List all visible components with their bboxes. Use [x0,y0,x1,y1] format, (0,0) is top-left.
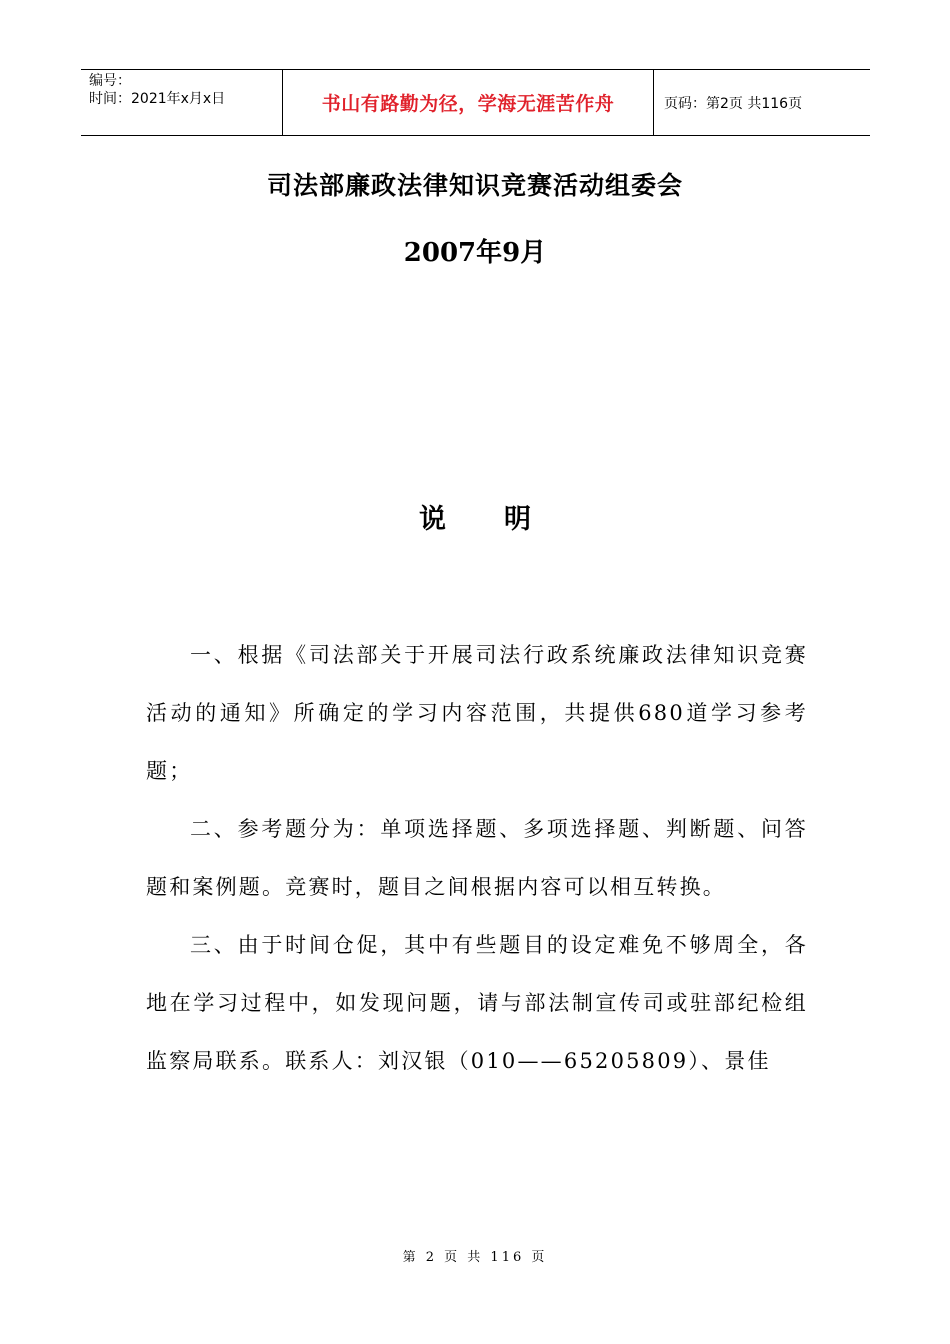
paragraph-3: 三、由于时间仓促，其中有些题目的设定难免不够周全，各地在学习过程中，如发现问题，请与部法制宣传司或驻部纪检组监察局联系。联系人：刘汉银（010——65205809）、景佳 [146,933,808,1073]
header-meta [81,70,282,135]
body-text [146,626,808,1090]
organization-title: 司法部廉政法律知识竞赛活动组委会 [266,171,683,200]
header-page-info: 页码：第2页 共116页 [664,95,803,112]
section-heading: 说明 [419,504,589,535]
page-header [81,69,870,136]
document-number-label: 编号： [89,73,131,89]
paragraph-1: 一、根据《司法部关于开展司法行政系统廉政法律知识竞赛活动的通知》所确定的学习内容范围，共提供680道学习参考题； [146,643,808,783]
header-motto: 书山有路勤为径，学海无涯苦作舟 [282,70,654,135]
paragraph-2: 二、参考题分为：单项选择题、多项选择题、判断题、问答题和案例题。竞赛时，题目之间根据内容可以相互转换。 [146,817,808,899]
document-time-label: 时间：2021年x月x日 [89,91,226,107]
page-footer: 第 2 页 共 116 页 [402,1250,548,1265]
document-date: 2007年9月 [403,238,547,268]
